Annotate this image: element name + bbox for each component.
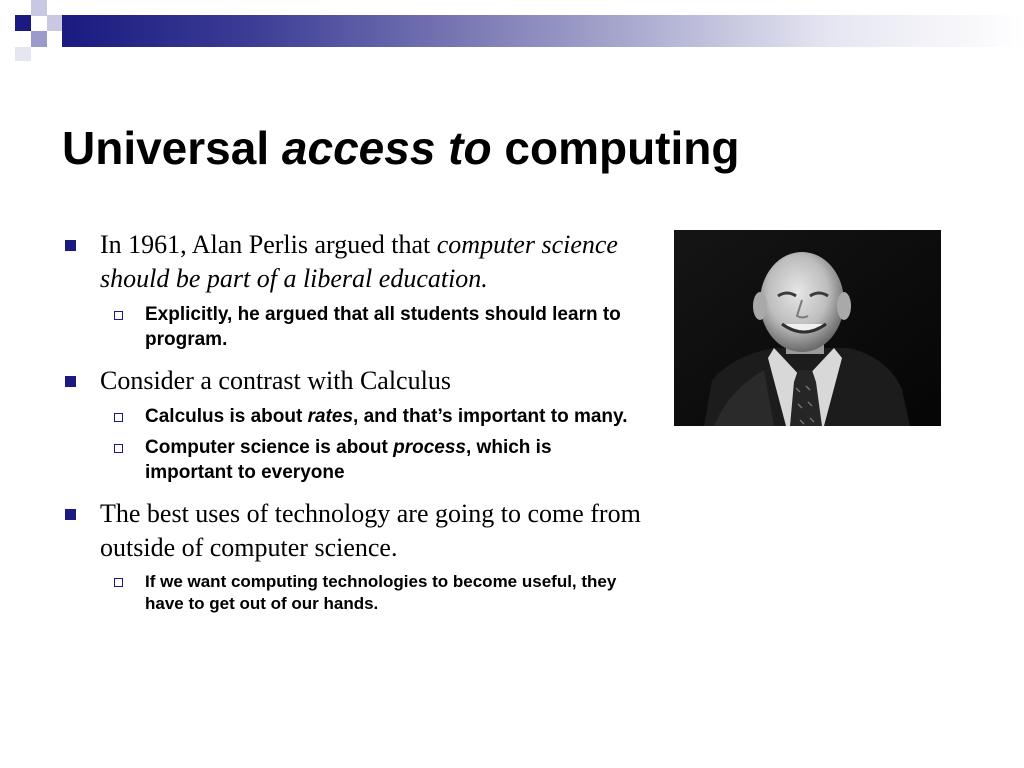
hollow-square-bullet-icon bbox=[114, 311, 123, 320]
sub-bullet-text: Explicitly, he argued that all students should learn to program. bbox=[145, 304, 621, 350]
square-bullet-icon bbox=[65, 376, 76, 387]
sub-bullet-text-italic: process bbox=[393, 437, 466, 458]
portrait-illustration bbox=[674, 230, 941, 426]
bullet-text-italic: computer science should be part of a liberal education. bbox=[100, 230, 618, 293]
sub-bullet-text: If we want computing technologies to become useful, they have to get out of our hands. bbox=[145, 572, 617, 613]
header-square-mid bbox=[31, 31, 47, 47]
hollow-square-bullet-icon bbox=[114, 413, 123, 422]
bullet-item-calculus bbox=[62, 364, 642, 398]
header-square-pale bbox=[15, 47, 31, 61]
title-part-2-italic: access to bbox=[281, 122, 492, 174]
square-bullet-icon bbox=[65, 240, 76, 251]
header-square-dark bbox=[15, 15, 31, 31]
sub-bullet-item bbox=[62, 435, 642, 485]
sub-bullet-text-italic: rates bbox=[307, 406, 354, 427]
bullet-text: In 1961, Alan Perlis argued that bbox=[100, 230, 437, 259]
header-gradient-band bbox=[62, 15, 1024, 47]
header-square-light bbox=[47, 15, 62, 31]
sub-bullet-text: Calculus is about bbox=[145, 406, 308, 427]
portrait-photo bbox=[674, 230, 941, 426]
bullet-item-technology bbox=[62, 497, 642, 565]
hollow-square-bullet-icon bbox=[114, 444, 123, 453]
sub-bullet-text: Computer science is about bbox=[145, 437, 394, 458]
bullet-item-perlis bbox=[62, 228, 642, 296]
square-bullet-icon bbox=[65, 509, 76, 520]
bullet-text: Consider a contrast with Calculus bbox=[100, 366, 451, 395]
sub-bullet-item bbox=[62, 404, 642, 429]
sub-bullet-text: , which is important to everyone bbox=[145, 437, 552, 483]
title-part-3: computing bbox=[491, 122, 740, 174]
sub-bullet-item bbox=[62, 302, 642, 352]
title-part-1: Universal bbox=[62, 122, 282, 174]
header-square-light bbox=[31, 0, 47, 16]
bullet-list bbox=[62, 228, 642, 615]
sub-bullet-item bbox=[62, 571, 642, 615]
slide-title bbox=[62, 118, 739, 178]
bullet-text: The best uses of technology are going to come from outside of computer science. bbox=[100, 499, 641, 562]
sub-bullet-text: , and that’s important to many. bbox=[353, 406, 628, 427]
hollow-square-bullet-icon bbox=[114, 578, 123, 587]
